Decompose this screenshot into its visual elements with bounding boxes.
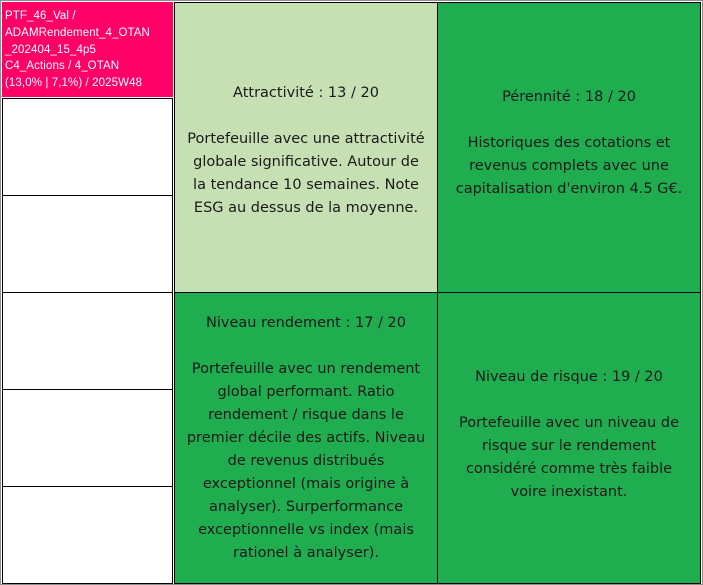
rendement-description: Portefeuille avec un rendement global performant. Ratio rendement / risque dans le premier décile des actifs. Niveau de revenus distribués exceptionnel (mais origine à analyser). Surperformance exceptionnelle vs index (mais rationel à analyser).	[186, 360, 426, 561]
header-line: _202404_15_4p5	[5, 43, 96, 56]
empty-cell[interactable]	[2, 292, 173, 390]
attractivite-description: Portefeuille avec une attractivité globale significative. Autour de la tendance 10 semaines. Note ESG au dessus de la moyenne.	[187, 130, 425, 216]
rendement-title: Niveau rendement : 17 / 20	[206, 314, 406, 331]
empty-cell[interactable]	[2, 98, 173, 196]
rendement-card	[174, 292, 438, 584]
empty-cell[interactable]	[2, 486, 173, 584]
risque-title: Niveau de risque : 19 / 20	[475, 369, 663, 385]
attractivite-title: Attractivité : 13 / 20	[233, 84, 379, 101]
risque-card	[437, 292, 701, 584]
empty-cell[interactable]	[2, 195, 173, 293]
perennite-card	[437, 2, 701, 293]
header-line: (13,0% | 7,1%) / 2025W48	[5, 77, 143, 90]
header-line: C4_Actions / 4_OTAN	[5, 60, 120, 73]
portfolio-header-cell	[2, 2, 173, 97]
risque-description: Portefeuille avec un niveau de risque sur le rendement considéré comme très faible voire inexistant.	[459, 415, 679, 500]
perennite-title: Pérennité : 18 / 20	[502, 88, 636, 105]
header-line: PTF_46_Val /	[5, 10, 76, 22]
empty-cell[interactable]	[2, 389, 173, 487]
header-line: ADAMRendement_4_OTAN	[5, 26, 150, 39]
attractivite-card	[174, 2, 438, 293]
perennite-description: Historiques des cotations et revenus complets avec une capitalisation d'environ 4.5 G€.	[455, 134, 683, 197]
